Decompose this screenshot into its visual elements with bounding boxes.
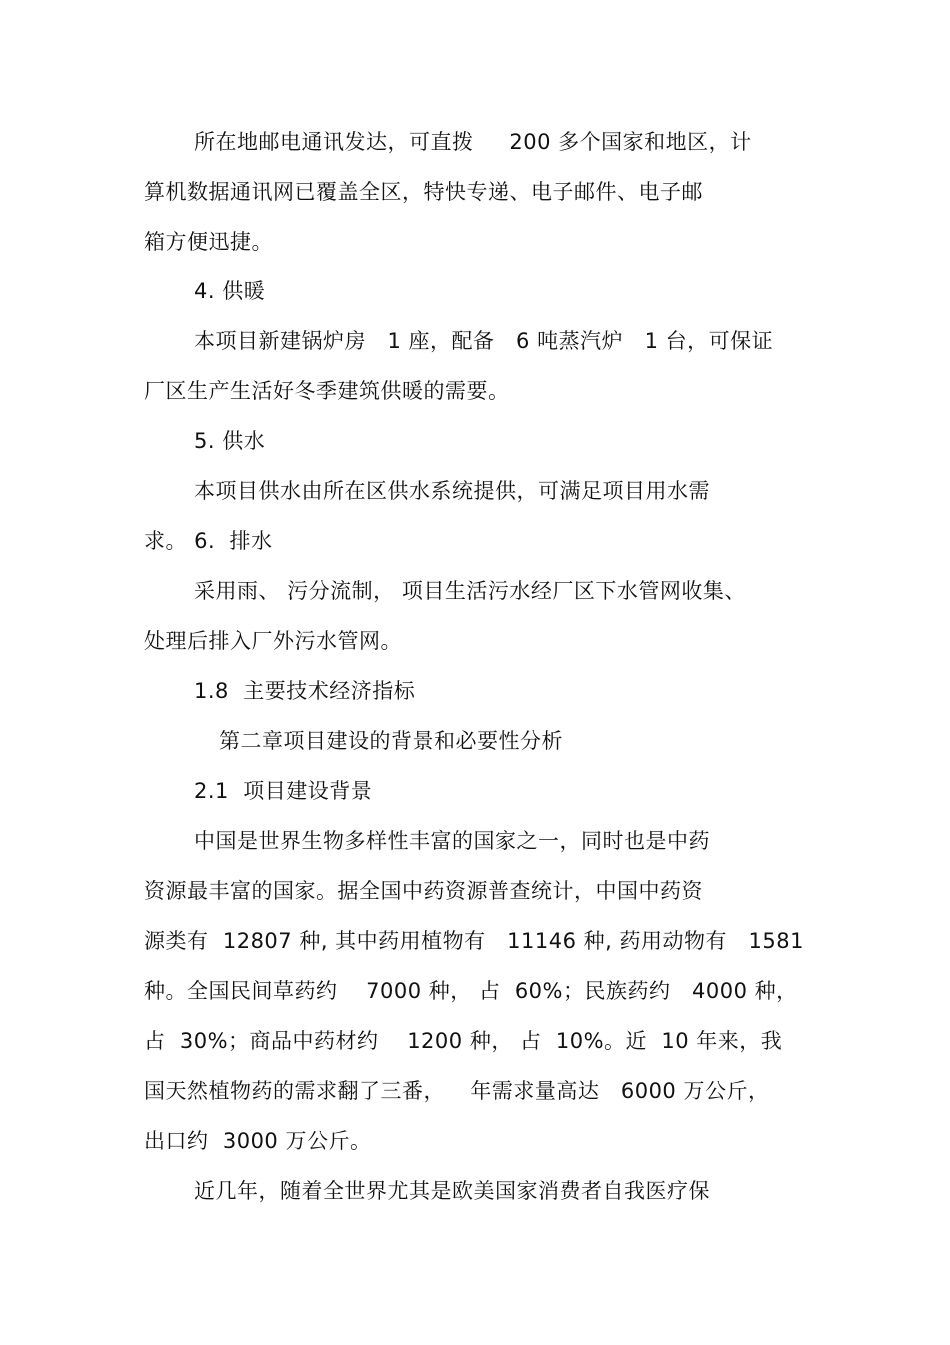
text-line: 所在地邮电通讯发达，可直拨 200 多个国家和地区，计 (194, 130, 752, 154)
text-line: 采用雨、 污分流制， 项目生活污水经厂区下水管网收集、 (194, 579, 746, 603)
text-line: 资源最丰富的国家。据全国中药资源普查统计，中国中药资 (144, 879, 703, 903)
text-line: 出口约 3000 万公斤。 (144, 1129, 372, 1153)
text-line: 处理后排入厂外污水管网。 (144, 629, 402, 653)
text-line: 本项目新建锅炉房 1 座，配备 6 吨蒸汽炉 1 台，可保证 (194, 329, 774, 353)
text-line: 中国是世界生物多样性丰富的国家之一，同时也是中药 (194, 829, 710, 853)
text-line: 近几年，随着全世界尤其是欧美国家消费者自我医疗保 (194, 1179, 710, 1203)
text-line: 占 30%；商品中药材约 1200 种， 占 10%。近 10 年来，我 (144, 1029, 783, 1053)
text-line: 本项目供水由所在区供水系统提供，可满足项目用水需 (194, 479, 710, 503)
text-line: 国天然植物药的需求翻了三番， 年需求量高达 6000 万公斤， (144, 1079, 770, 1103)
section-heading: 2.1 项目建设背景 (194, 779, 373, 803)
section-heading: 1.8 主要技术经济指标 (194, 679, 416, 703)
section-heading: 5. 供水 (194, 429, 266, 453)
text-line: 求。 6. 排水 (144, 529, 273, 553)
text-line: 厂区生产生活好冬季建筑供暖的需要。 (144, 379, 510, 403)
text-line: 种。全国民间草药约 7000 种， 占 60%；民族药约 4000 种， (144, 979, 798, 1003)
text-line: 箱方便迅捷。 (144, 230, 273, 254)
text-line: 源类有 12807 种, 其中药用植物有 11146 种, 药用动物有 1581 (144, 929, 804, 953)
text-line: 算机数据通讯网已覆盖全区，特快专递、电子邮件、电子邮 (144, 180, 703, 204)
section-heading: 4. 供暖 (194, 279, 266, 303)
chapter-title: 第二章项目建设的背景和必要性分析 (219, 729, 563, 753)
